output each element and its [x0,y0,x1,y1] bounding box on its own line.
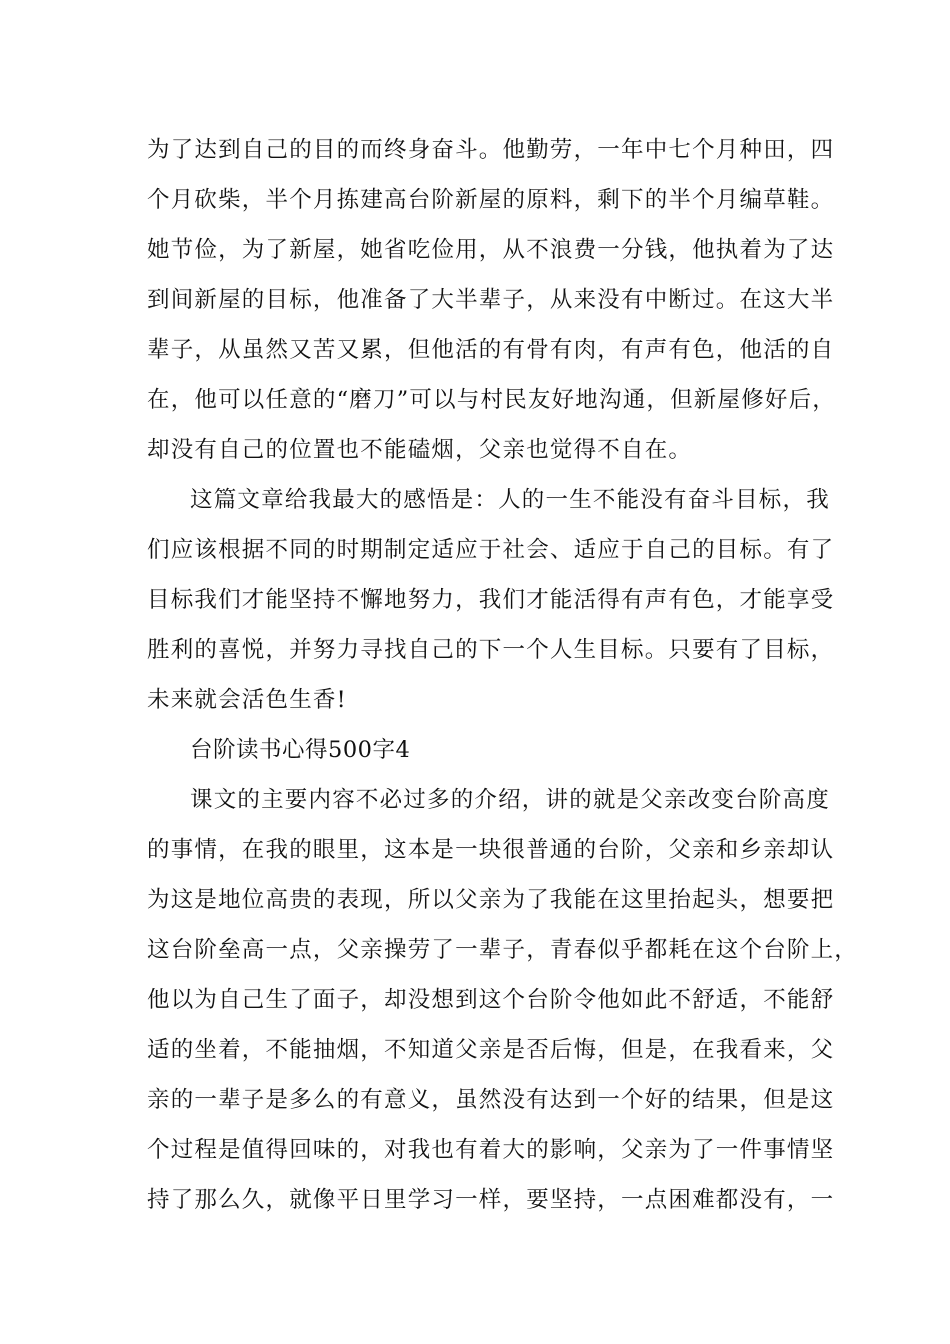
paragraph-line: 胜利的喜悦，并努力寻找自己的下一个人生目标。只要有了目标， [147,637,835,663]
paragraph-line: 个过程是值得回味的，对我也有着大的影响，父亲为了一件事情坚 [147,1137,835,1163]
paragraph-line: 为这是地位高贵的表现，所以父亲为了我能在这里抬起头，想要把 [147,887,835,913]
paragraph-line: 课文的主要内容不必过多的介绍，讲的就是父亲改变台阶高度 [190,787,830,813]
paragraph-line: 在，他可以任意的“磨刀”可以与村民友好地沟通，但新屋修好后， [147,387,837,413]
paragraph-line: 他以为自己生了面子，却没想到这个台阶令他如此不舒适，不能舒 [147,987,835,1013]
paragraph-line: 未来就会活色生香! [147,687,347,713]
paragraph-line: 这台阶垒高一点，父亲操劳了一辈子，青春似乎都耗在这个台阶上， [147,937,859,963]
paragraph-line: 为了达到自己的目的而终身奋斗。他勤劳，一年中七个月种田，四 [147,137,835,163]
paragraph-line: 适的坐着，不能抽烟，不知道父亲是否后悔，但是，在我看来，父 [147,1037,835,1063]
paragraph-line: 到间新屋的目标，他准备了大半辈子，从来没有中断过。在这大半 [147,287,835,313]
paragraph-line: 持了那么久，就像平日里学习一样，要坚持，一点困难都没有，一 [147,1187,835,1213]
paragraph-line: 她节俭，为了新屋，她省吃俭用，从不浪费一分钱，他执着为了达 [147,237,835,263]
paragraph-line: 们应该根据不同的时期制定适应于社会、适应于自己的目标。有了 [147,537,835,563]
paragraph-line: 亲的一辈子是多么的有意义，虽然没有达到一个好的结果，但是这 [147,1087,835,1113]
section-heading: 台阶读书心得500字4 [190,737,411,763]
paragraph-line: 的事情，在我的眼里，这本是一块很普通的台阶，父亲和乡亲却认 [147,837,835,863]
paragraph-line: 却没有自己的位置也不能磕烟，父亲也觉得不自在。 [147,437,693,463]
paragraph-line: 辈子，从虽然又苦又累，但他活的有骨有肉，有声有色，他活的自 [147,337,835,363]
paragraph-line: 这篇文章给我最大的感悟是：人的一生不能没有奋斗目标，我 [190,487,830,513]
paragraph-line: 个月砍柴，半个月拣建高台阶新屋的原料，剩下的半个月编草鞋。 [147,187,835,213]
paragraph-line: 目标我们才能坚持不懈地努力，我们才能活得有声有色，才能享受 [147,587,835,613]
